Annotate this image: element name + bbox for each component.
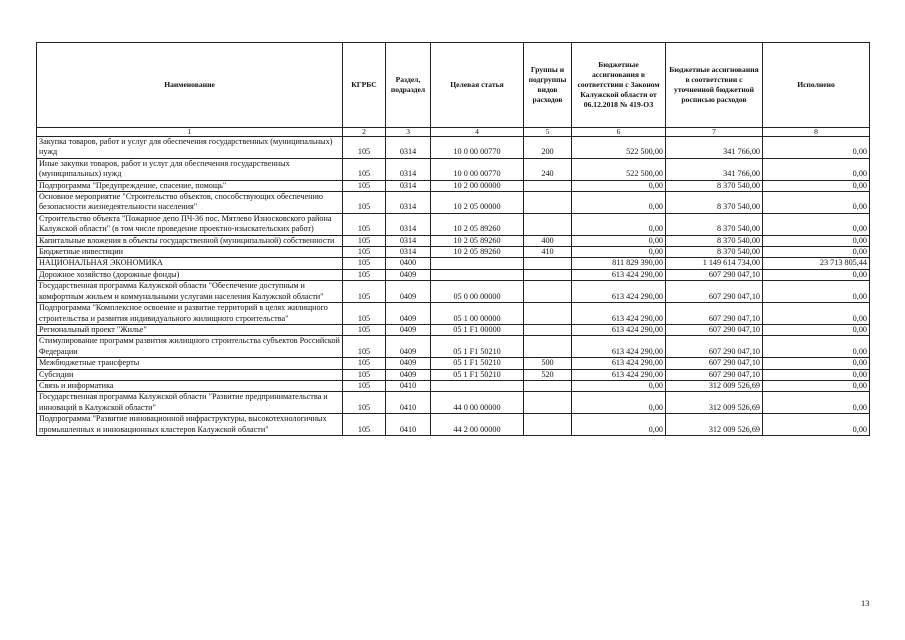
cell-executed: 0,00 <box>763 269 870 280</box>
column-number: 3 <box>386 128 431 137</box>
table-row <box>37 369 870 380</box>
cell-kgrbs: 105 <box>343 269 386 280</box>
cell-section: 0410 <box>386 414 431 436</box>
cell-group <box>524 192 572 214</box>
cell-name: Связь и информатика <box>37 380 343 391</box>
cell-kgrbs: 105 <box>343 192 386 214</box>
cell-executed: 0,00 <box>763 158 870 180</box>
cell-executed: 0,00 <box>763 392 870 414</box>
cell-group: 410 <box>524 247 572 258</box>
cell-law: 613 424 290,00 <box>572 369 666 380</box>
table-row <box>37 192 870 214</box>
header-law: Бюджетные ассигнования в соответствии с Законом Калужской области от 06.12.2018 № 419-ОЗ <box>572 43 666 128</box>
cell-name: Капитальные вложения в объекты государственной (муниципальной) собственности <box>37 235 343 246</box>
cell-law: 0,00 <box>572 380 666 391</box>
cell-law: 613 424 290,00 <box>572 324 666 335</box>
cell-refined: 8 370 540,00 <box>666 247 763 258</box>
cell-kgrbs: 105 <box>343 369 386 380</box>
cell-group <box>524 324 572 335</box>
cell-name: НАЦИОНАЛЬНАЯ ЭКОНОМИКА <box>37 258 343 269</box>
table-row <box>37 269 870 280</box>
cell-group <box>524 392 572 414</box>
cell-target: 10 2 05 89260 <box>431 235 524 246</box>
cell-section: 0314 <box>386 180 431 191</box>
cell-kgrbs: 105 <box>343 137 386 159</box>
cell-refined: 607 290 047,10 <box>666 281 763 303</box>
cell-executed: 0,00 <box>763 414 870 436</box>
cell-target: 10 2 05 89260 <box>431 247 524 258</box>
cell-target: 10 2 05 00000 <box>431 192 524 214</box>
cell-refined: 607 290 047,10 <box>666 369 763 380</box>
cell-name: Иные закупки товаров, работ и услуг для обеспечения государственных (муниципальных) нужд <box>37 158 343 180</box>
column-number: 6 <box>572 128 666 137</box>
cell-executed: 0,00 <box>763 303 870 325</box>
cell-executed: 23 713 805,44 <box>763 258 870 269</box>
cell-law: 0,00 <box>572 414 666 436</box>
cell-target <box>431 258 524 269</box>
cell-executed: 0,00 <box>763 336 870 358</box>
cell-kgrbs: 105 <box>343 258 386 269</box>
cell-group <box>524 258 572 269</box>
cell-name: Субсидии <box>37 369 343 380</box>
cell-law: 522 500,00 <box>572 137 666 159</box>
cell-refined: 607 290 047,10 <box>666 324 763 335</box>
cell-section: 0409 <box>386 281 431 303</box>
cell-target <box>431 380 524 391</box>
table-row <box>37 158 870 180</box>
cell-law: 0,00 <box>572 247 666 258</box>
cell-executed: 0,00 <box>763 380 870 391</box>
header-refined: Бюджетные ассигнования в соответствии с уточненной бюджетной росписью расходов <box>666 43 763 128</box>
cell-section: 0314 <box>386 192 431 214</box>
cell-refined: 8 370 540,00 <box>666 180 763 191</box>
cell-section: 0409 <box>386 324 431 335</box>
cell-name: Дорожное хозяйство (дорожные фонды) <box>37 269 343 280</box>
cell-refined: 8 370 540,00 <box>666 235 763 246</box>
cell-section: 0409 <box>386 336 431 358</box>
cell-kgrbs: 105 <box>343 235 386 246</box>
cell-refined: 312 009 526,69 <box>666 392 763 414</box>
cell-kgrbs: 105 <box>343 158 386 180</box>
cell-kgrbs: 105 <box>343 180 386 191</box>
cell-kgrbs: 105 <box>343 213 386 235</box>
cell-section: 0314 <box>386 247 431 258</box>
cell-section: 0314 <box>386 137 431 159</box>
cell-group: 520 <box>524 369 572 380</box>
table-row <box>37 380 870 391</box>
header-group: Группы и подгруппы видов расходов <box>524 43 572 128</box>
table-row <box>37 358 870 369</box>
cell-refined: 607 290 047,10 <box>666 336 763 358</box>
table-row <box>37 414 870 436</box>
cell-kgrbs: 105 <box>343 303 386 325</box>
table-row <box>37 137 870 159</box>
cell-law: 613 424 290,00 <box>572 281 666 303</box>
budget-table <box>36 42 870 436</box>
cell-kgrbs: 105 <box>343 380 386 391</box>
table-row <box>37 235 870 246</box>
cell-executed: 0,00 <box>763 247 870 258</box>
cell-executed: 0,00 <box>763 192 870 214</box>
column-number-row <box>37 128 870 137</box>
table-row <box>37 336 870 358</box>
cell-target: 10 0 00 00770 <box>431 137 524 159</box>
header-executed: Исполнено <box>763 43 870 128</box>
cell-law: 0,00 <box>572 192 666 214</box>
cell-name: Подпрограмма "Комплексное освоение и развитие территорий в целях жилищного строительства и развития индивидуального жилищного строительства" <box>37 303 343 325</box>
header-section: Раздел, подраздел <box>386 43 431 128</box>
cell-name: Закупка товаров, работ и услуг для обеспечения государственных (муниципальных) нужд <box>37 137 343 159</box>
cell-section: 0410 <box>386 392 431 414</box>
cell-name: Бюджетные инвестиции <box>37 247 343 258</box>
cell-law: 0,00 <box>572 235 666 246</box>
cell-group <box>524 281 572 303</box>
cell-group <box>524 303 572 325</box>
cell-section: 0409 <box>386 269 431 280</box>
column-number: 5 <box>524 128 572 137</box>
table-body <box>37 137 870 436</box>
cell-group <box>524 380 572 391</box>
cell-section: 0410 <box>386 380 431 391</box>
table-row <box>37 247 870 258</box>
cell-law: 613 424 290,00 <box>572 336 666 358</box>
cell-kgrbs: 105 <box>343 247 386 258</box>
table-row <box>37 303 870 325</box>
header-row <box>37 43 870 128</box>
cell-executed: 0,00 <box>763 324 870 335</box>
table-row <box>37 392 870 414</box>
table-row <box>37 258 870 269</box>
cell-group <box>524 336 572 358</box>
cell-group <box>524 414 572 436</box>
cell-group: 240 <box>524 158 572 180</box>
cell-group <box>524 180 572 191</box>
cell-refined: 312 009 526,69 <box>666 414 763 436</box>
cell-law: 613 424 290,00 <box>572 303 666 325</box>
cell-target: 10 0 00 00770 <box>431 158 524 180</box>
cell-group: 500 <box>524 358 572 369</box>
cell-name: Региональный проект "Жилье" <box>37 324 343 335</box>
cell-section: 0314 <box>386 158 431 180</box>
cell-group: 400 <box>524 235 572 246</box>
cell-section: 0314 <box>386 235 431 246</box>
cell-target: 10 2 05 89260 <box>431 213 524 235</box>
cell-target <box>431 269 524 280</box>
cell-target: 05 1 F1 50210 <box>431 336 524 358</box>
column-number: 7 <box>666 128 763 137</box>
cell-refined: 607 290 047,10 <box>666 358 763 369</box>
table-row <box>37 213 870 235</box>
cell-name: Подпрограмма "Предупреждение, спасение, помощь" <box>37 180 343 191</box>
cell-refined: 312 009 526,69 <box>666 380 763 391</box>
cell-target: 10 2 00 00000 <box>431 180 524 191</box>
cell-kgrbs: 105 <box>343 324 386 335</box>
column-number: 8 <box>763 128 870 137</box>
cell-law: 613 424 290,00 <box>572 269 666 280</box>
cell-kgrbs: 105 <box>343 281 386 303</box>
cell-law: 0,00 <box>572 213 666 235</box>
cell-group <box>524 213 572 235</box>
cell-executed: 0,00 <box>763 180 870 191</box>
cell-refined: 341 766,00 <box>666 137 763 159</box>
cell-target: 05 0 00 00000 <box>431 281 524 303</box>
cell-kgrbs: 105 <box>343 358 386 369</box>
column-number: 4 <box>431 128 524 137</box>
cell-target: 44 2 00 00000 <box>431 414 524 436</box>
cell-refined: 1 149 614 734,00 <box>666 258 763 269</box>
cell-law: 613 424 290,00 <box>572 358 666 369</box>
table-row <box>37 281 870 303</box>
column-number: 2 <box>343 128 386 137</box>
cell-kgrbs: 105 <box>343 336 386 358</box>
cell-law: 811 829 390,00 <box>572 258 666 269</box>
cell-name: Основное мероприятие "Строительство объектов, способствующих обеспечению безопасности жизнедеятельности населения" <box>37 192 343 214</box>
cell-section: 0409 <box>386 369 431 380</box>
cell-refined: 607 290 047,10 <box>666 269 763 280</box>
cell-kgrbs: 105 <box>343 392 386 414</box>
cell-name: Стимулирование программ развития жилищного строительства субъектов Российской Федерации <box>37 336 343 358</box>
cell-refined: 8 370 540,00 <box>666 192 763 214</box>
table-row <box>37 180 870 191</box>
cell-name: Государственная программа Калужской области "Обеспечение доступным и комфортным жильем и коммунальными услугами населения Калужской области" <box>37 281 343 303</box>
cell-section: 0409 <box>386 303 431 325</box>
cell-law: 522 500,00 <box>572 158 666 180</box>
page-number: 13 <box>861 598 870 608</box>
cell-section: 0314 <box>386 213 431 235</box>
cell-refined: 341 766,00 <box>666 158 763 180</box>
cell-group <box>524 269 572 280</box>
cell-executed: 0,00 <box>763 358 870 369</box>
cell-name: Государственная программа Калужской области "Развитие предпринимательства и инноваций в Калужской области" <box>37 392 343 414</box>
cell-target: 05 1 F1 00000 <box>431 324 524 335</box>
cell-target: 05 1 F1 50210 <box>431 358 524 369</box>
cell-refined: 607 290 047,10 <box>666 303 763 325</box>
cell-section: 0409 <box>386 358 431 369</box>
cell-target: 05 1 F1 50210 <box>431 369 524 380</box>
cell-law: 0,00 <box>572 180 666 191</box>
cell-kgrbs: 105 <box>343 414 386 436</box>
cell-name: Строительство объекта "Пожарное депо ПЧ-36 пос. Мятлево Износковского района Калужской области" (в том числе проведение проектно-изыскательских работ) <box>37 213 343 235</box>
cell-law: 0,00 <box>572 392 666 414</box>
cell-target: 05 1 00 00000 <box>431 303 524 325</box>
cell-executed: 0,00 <box>763 213 870 235</box>
cell-name: Межбюджетные трансферты <box>37 358 343 369</box>
cell-section: 0400 <box>386 258 431 269</box>
cell-group: 200 <box>524 137 572 159</box>
header-name: Наименование <box>37 43 343 128</box>
cell-executed: 0,00 <box>763 235 870 246</box>
cell-target: 44 0 00 00000 <box>431 392 524 414</box>
cell-name: Подпрограмма "Развитие инновационной инфраструктуры, высокотехнологичных промышленных и инновационных кластеров Калужской области" <box>37 414 343 436</box>
cell-executed: 0,00 <box>763 369 870 380</box>
cell-executed: 0,00 <box>763 281 870 303</box>
header-target: Целевая статья <box>431 43 524 128</box>
cell-refined: 8 370 540,00 <box>666 213 763 235</box>
cell-executed: 0,00 <box>763 137 870 159</box>
header-kgrbs: КГРБС <box>343 43 386 128</box>
table-row <box>37 324 870 335</box>
column-number: 1 <box>37 128 343 137</box>
